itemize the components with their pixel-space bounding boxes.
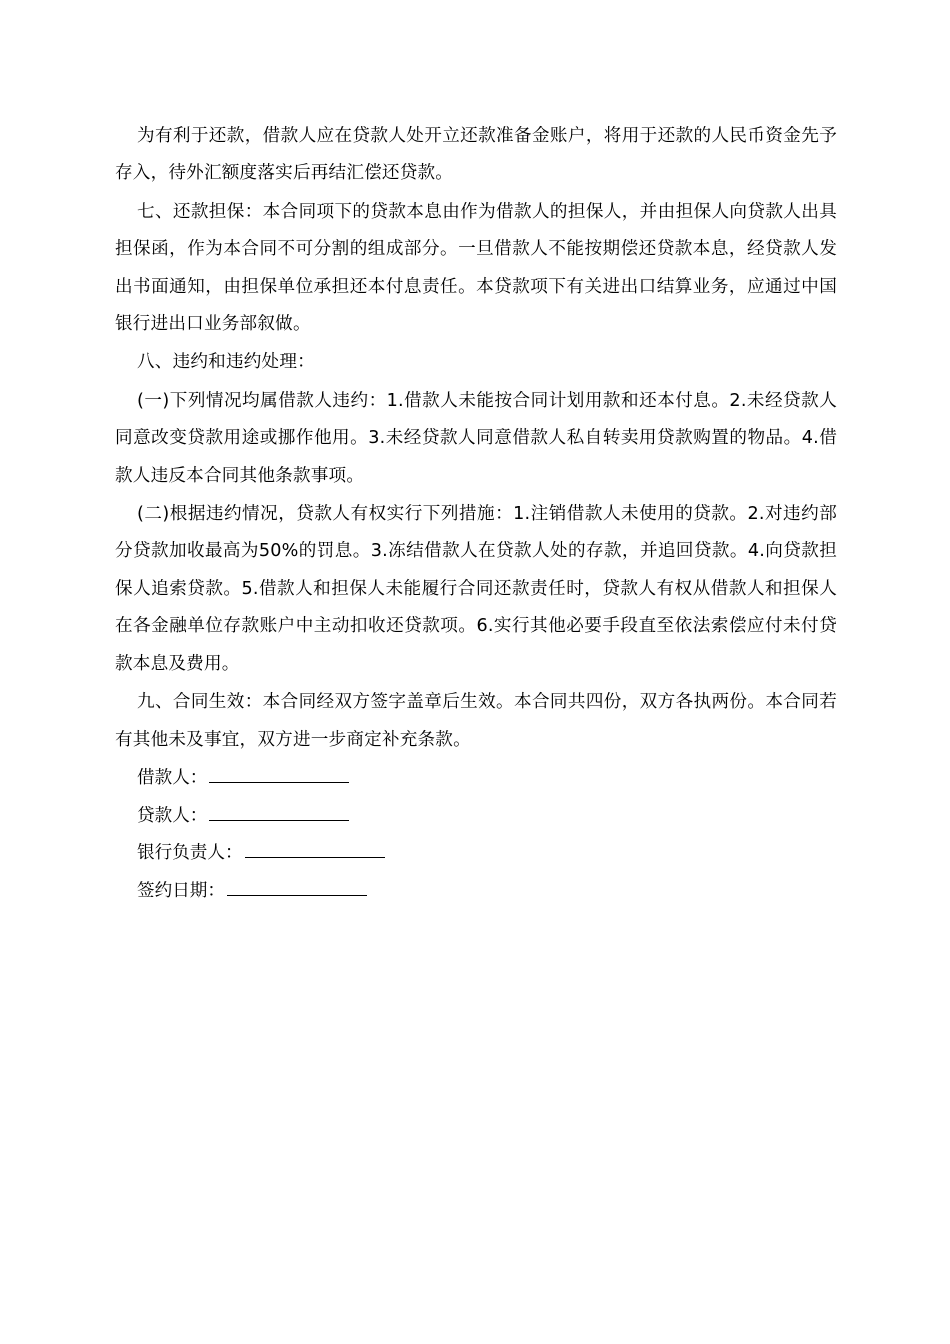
paragraph-clause-9-effect: 九、合同生效：本合同经双方签字盖章后生效。本合同共四份，双方各执两份。本合同若有其他未及事宜，双方进一步商定补充条款。 (115, 692, 837, 750)
signature-borrower-line (115, 760, 837, 798)
signature-bank-officer-label: 银行负责人： (137, 843, 243, 864)
signature-lender-blank (209, 799, 349, 821)
paragraph-repayment-account: 为有利于还款，借款人应在贷款人处开立还款准备金账户，将用于还款的人民币资金先予存入，待外汇额度落实后再结汇偿还贷款。 (115, 126, 837, 184)
signature-date-line (115, 873, 837, 911)
paragraph-clause-8-1: (一)下列情况均属借款人违约：1.借款人未能按合同计划用款和还本付息。2.未经贷款人同意改变贷款用途或挪作他用。3.未经贷款人同意借款人私自转卖用贷款购置的物品。4.借款人违反本合同其他条款事项。 (115, 390, 837, 486)
signature-date-label: 签约日期： (137, 880, 225, 901)
signature-lender-line (115, 798, 837, 836)
paragraph-clause-8-2: (二)根据违约情况，贷款人有权实行下列措施：1.注销借款人未使用的贷款。2.对违约部分贷款加收最高为50%的罚息。3.冻结借款人在贷款人处的存款，并追回贷款。4.向贷款担保人追索贷款。5.借款人和担保人未能履行合同还款责任时，贷款人有权从借款人和担保人在各金融单位存款账户中主动扣收还贷款项。6.实行其他必要手段直至依法索偿应付未付贷款本息及费用。 (115, 504, 837, 674)
signature-borrower-label: 借款人： (137, 767, 208, 788)
paragraph-clause-7-guarantee: 七、还款担保：本合同项下的贷款本息由作为借款人的担保人，并由担保人向贷款人出具担保函，作为本合同不可分割的组成部分。一旦借款人不能按期偿还贷款本息，经贷款人发出书面通知，由担保单位承担还本付息责任。本贷款项下有关进出口结算业务，应通过中国银行进出口业务部叙做。 (115, 201, 837, 335)
signature-bank-officer-blank (245, 836, 385, 858)
document-page (115, 118, 837, 910)
signature-date-blank (227, 874, 367, 896)
signature-bank-officer-line (115, 835, 837, 873)
signature-borrower-blank (209, 761, 349, 783)
signature-lender-label: 贷款人： (137, 805, 208, 826)
paragraph-clause-8-heading: 八、违约和违约处理： (137, 352, 315, 373)
